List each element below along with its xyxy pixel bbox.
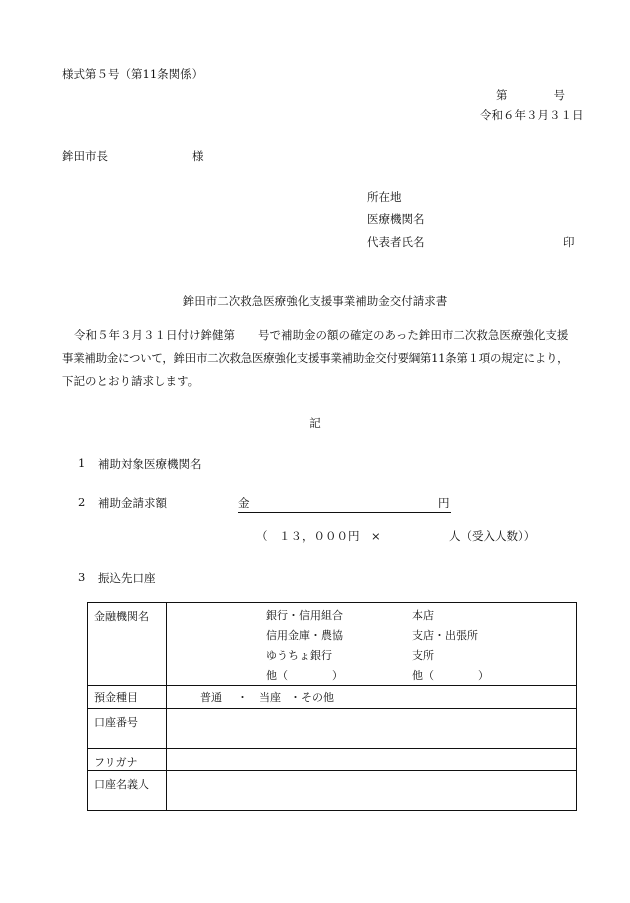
addressee-name: 鉾田市長 [62, 149, 108, 163]
deposit-option-separator: ・ [237, 691, 248, 704]
account-holder-label-cell: 口座名義人 [88, 771, 167, 811]
document-date: 令和６年３月３１日 [480, 108, 584, 122]
institution-value-cell[interactable] [167, 603, 577, 686]
branch-type-option: 支店・出張所 [412, 629, 478, 642]
address-label: 所在地 [367, 190, 402, 204]
item-1-label: 補助対象医療機関名 [98, 457, 202, 471]
item-2-number: 2 [78, 495, 86, 509]
deposit-type-label-cell: 預金種目 [88, 686, 167, 709]
institution-options [173, 603, 576, 685]
institution-label-cell: 金融機関名 [88, 603, 167, 686]
branch-type-option: 支所 [412, 649, 434, 662]
account-holder-row [88, 771, 577, 811]
deposit-option-ordinary: 普通 [200, 691, 222, 704]
deposit-type-options [173, 686, 576, 708]
institution-name-label: 医療機関名 [367, 212, 425, 226]
furigana-value-cell[interactable] [167, 749, 577, 771]
furigana-row [88, 749, 577, 771]
institution-row [88, 603, 577, 686]
addressee-honorific: 様 [192, 149, 204, 163]
account-holder-value-cell[interactable] [167, 771, 577, 811]
account-number-label-cell: 口座番号 [88, 709, 167, 749]
document-title: 鉾田市二次救急医療強化支援事業補助金交付請求書 [182, 294, 448, 308]
form-number-label: 様式第５号（第11条関係） [62, 67, 204, 81]
bank-type-option: 信用金庫・農協 [266, 629, 343, 642]
deposit-option-other: ・その他 [290, 691, 334, 704]
seal-mark: 印 [563, 235, 575, 249]
bank-type-option: 銀行・信用組合 [266, 609, 343, 622]
deposit-option-current: 当座 [259, 691, 281, 704]
bank-account-table [87, 602, 577, 811]
amount-calculation-close: 人（受入人数）） [449, 529, 536, 543]
branch-type-option: 本店 [412, 609, 434, 622]
body-line-2: 事業補助金について，鉾田市二次救急医療強化支援事業補助金交付要綱第11条第１項の規定により， [62, 351, 569, 365]
amount-underline [238, 512, 451, 513]
amount-suffix: 円 [438, 496, 450, 510]
account-number-row [88, 709, 577, 749]
deposit-type-value-cell[interactable] [167, 686, 577, 709]
item-3-label: 振込先口座 [98, 571, 156, 585]
bank-type-option: 他（ ） [266, 669, 343, 682]
bank-type-option: ゆうちょ銀行 [266, 649, 332, 662]
amount-prefix: 金 [238, 496, 250, 510]
document-number: 第 号 [496, 88, 565, 102]
deposit-type-row [88, 686, 577, 709]
representative-label: 代表者氏名 [367, 235, 425, 249]
ki-heading: 記 [309, 416, 321, 430]
item-1-number: 1 [78, 456, 86, 470]
furigana-label-cell: フリガナ [88, 749, 167, 771]
account-number-value-cell[interactable] [167, 709, 577, 749]
item-2-label: 補助金請求額 [98, 496, 167, 510]
body-line-1: 令和５年３月３１日付け鉾健第 号で補助金の額の確定のあった鉾田市二次救急医療強化支援 [74, 328, 569, 342]
body-paragraph [62, 324, 582, 393]
branch-type-option: 他（ ） [412, 669, 489, 682]
amount-calculation-open: （ １３，０００円 × [256, 529, 381, 543]
body-line-3: 下記のとおり請求します。 [62, 374, 200, 388]
item-3-number: 3 [78, 570, 86, 584]
